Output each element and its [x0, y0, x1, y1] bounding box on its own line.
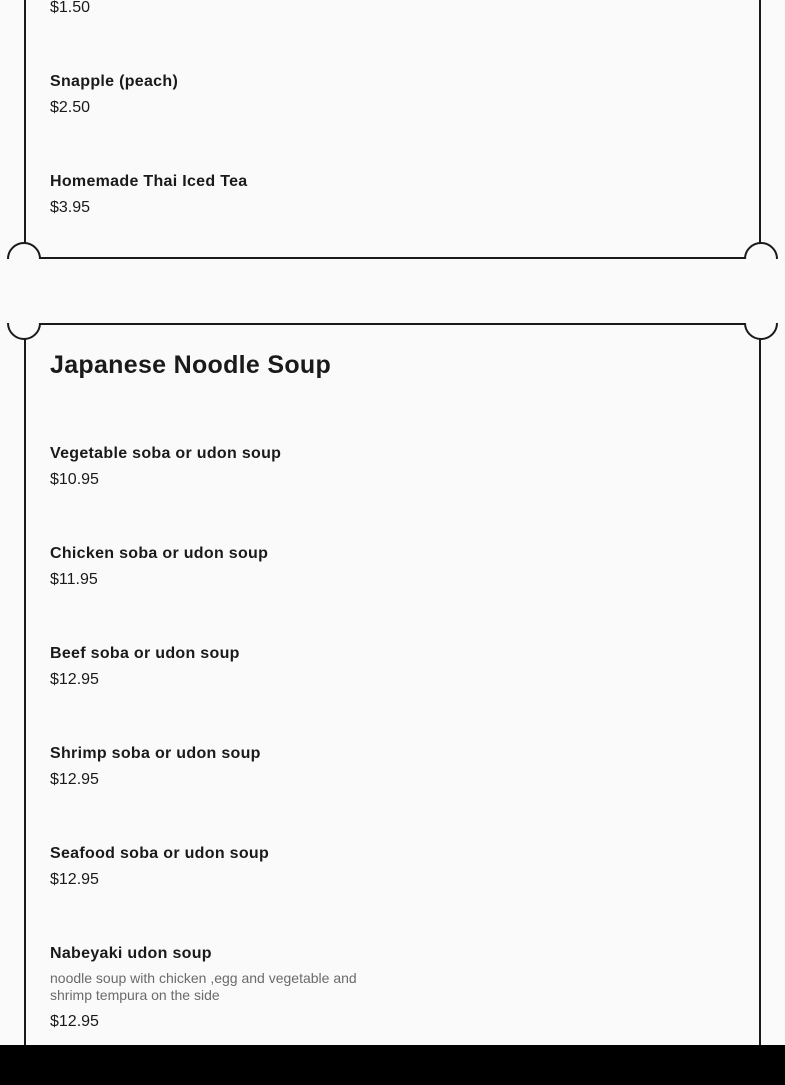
menu-item-shrimp-soup [50, 744, 261, 790]
menu-item-beef-soup [50, 644, 240, 690]
item-price: $3.95 [50, 199, 91, 216]
item-name: Snapple (peach) [50, 73, 179, 90]
item-price: $12.95 [50, 771, 99, 788]
menu-item-vegetable-soup [50, 444, 281, 490]
item-price: $2.50 [50, 99, 91, 116]
item-price: $10.95 [50, 471, 99, 488]
menu-item-chicken-soup [50, 544, 268, 590]
item-name: Beef soba or udon soup [50, 645, 240, 662]
item-name: Nabeyaki udon soup [50, 945, 212, 962]
item-name: Chicken soba or udon soup [50, 545, 269, 562]
menu-item-nabeyaki-soup [50, 944, 360, 1032]
drinks-section-card [24, 0, 761, 259]
item-price: $1.50 [50, 0, 91, 16]
item-description: noodle soup with chicken ,egg and vegetable and shrimp tempura on the side [50, 970, 357, 1003]
item-name: Seafood soba or udon soup [50, 845, 270, 862]
menu-item-partial [50, 0, 90, 18]
item-name: Shrimp soba or udon soup [50, 745, 261, 762]
section-title: Japanese Noodle Soup [50, 351, 332, 379]
item-name: Vegetable soba or udon soup [50, 445, 282, 462]
item-price: $12.95 [50, 1013, 99, 1030]
menu-item-thai-iced-tea [50, 172, 247, 218]
item-price: $11.95 [50, 571, 98, 588]
menu-item-snapple [50, 72, 178, 118]
item-price: $12.95 [50, 671, 99, 688]
bottom-bar [0, 1045, 785, 1085]
item-name: Homemade Thai Iced Tea [50, 173, 248, 190]
menu-item-seafood-soup [50, 844, 269, 890]
item-price: $12.95 [50, 871, 99, 888]
